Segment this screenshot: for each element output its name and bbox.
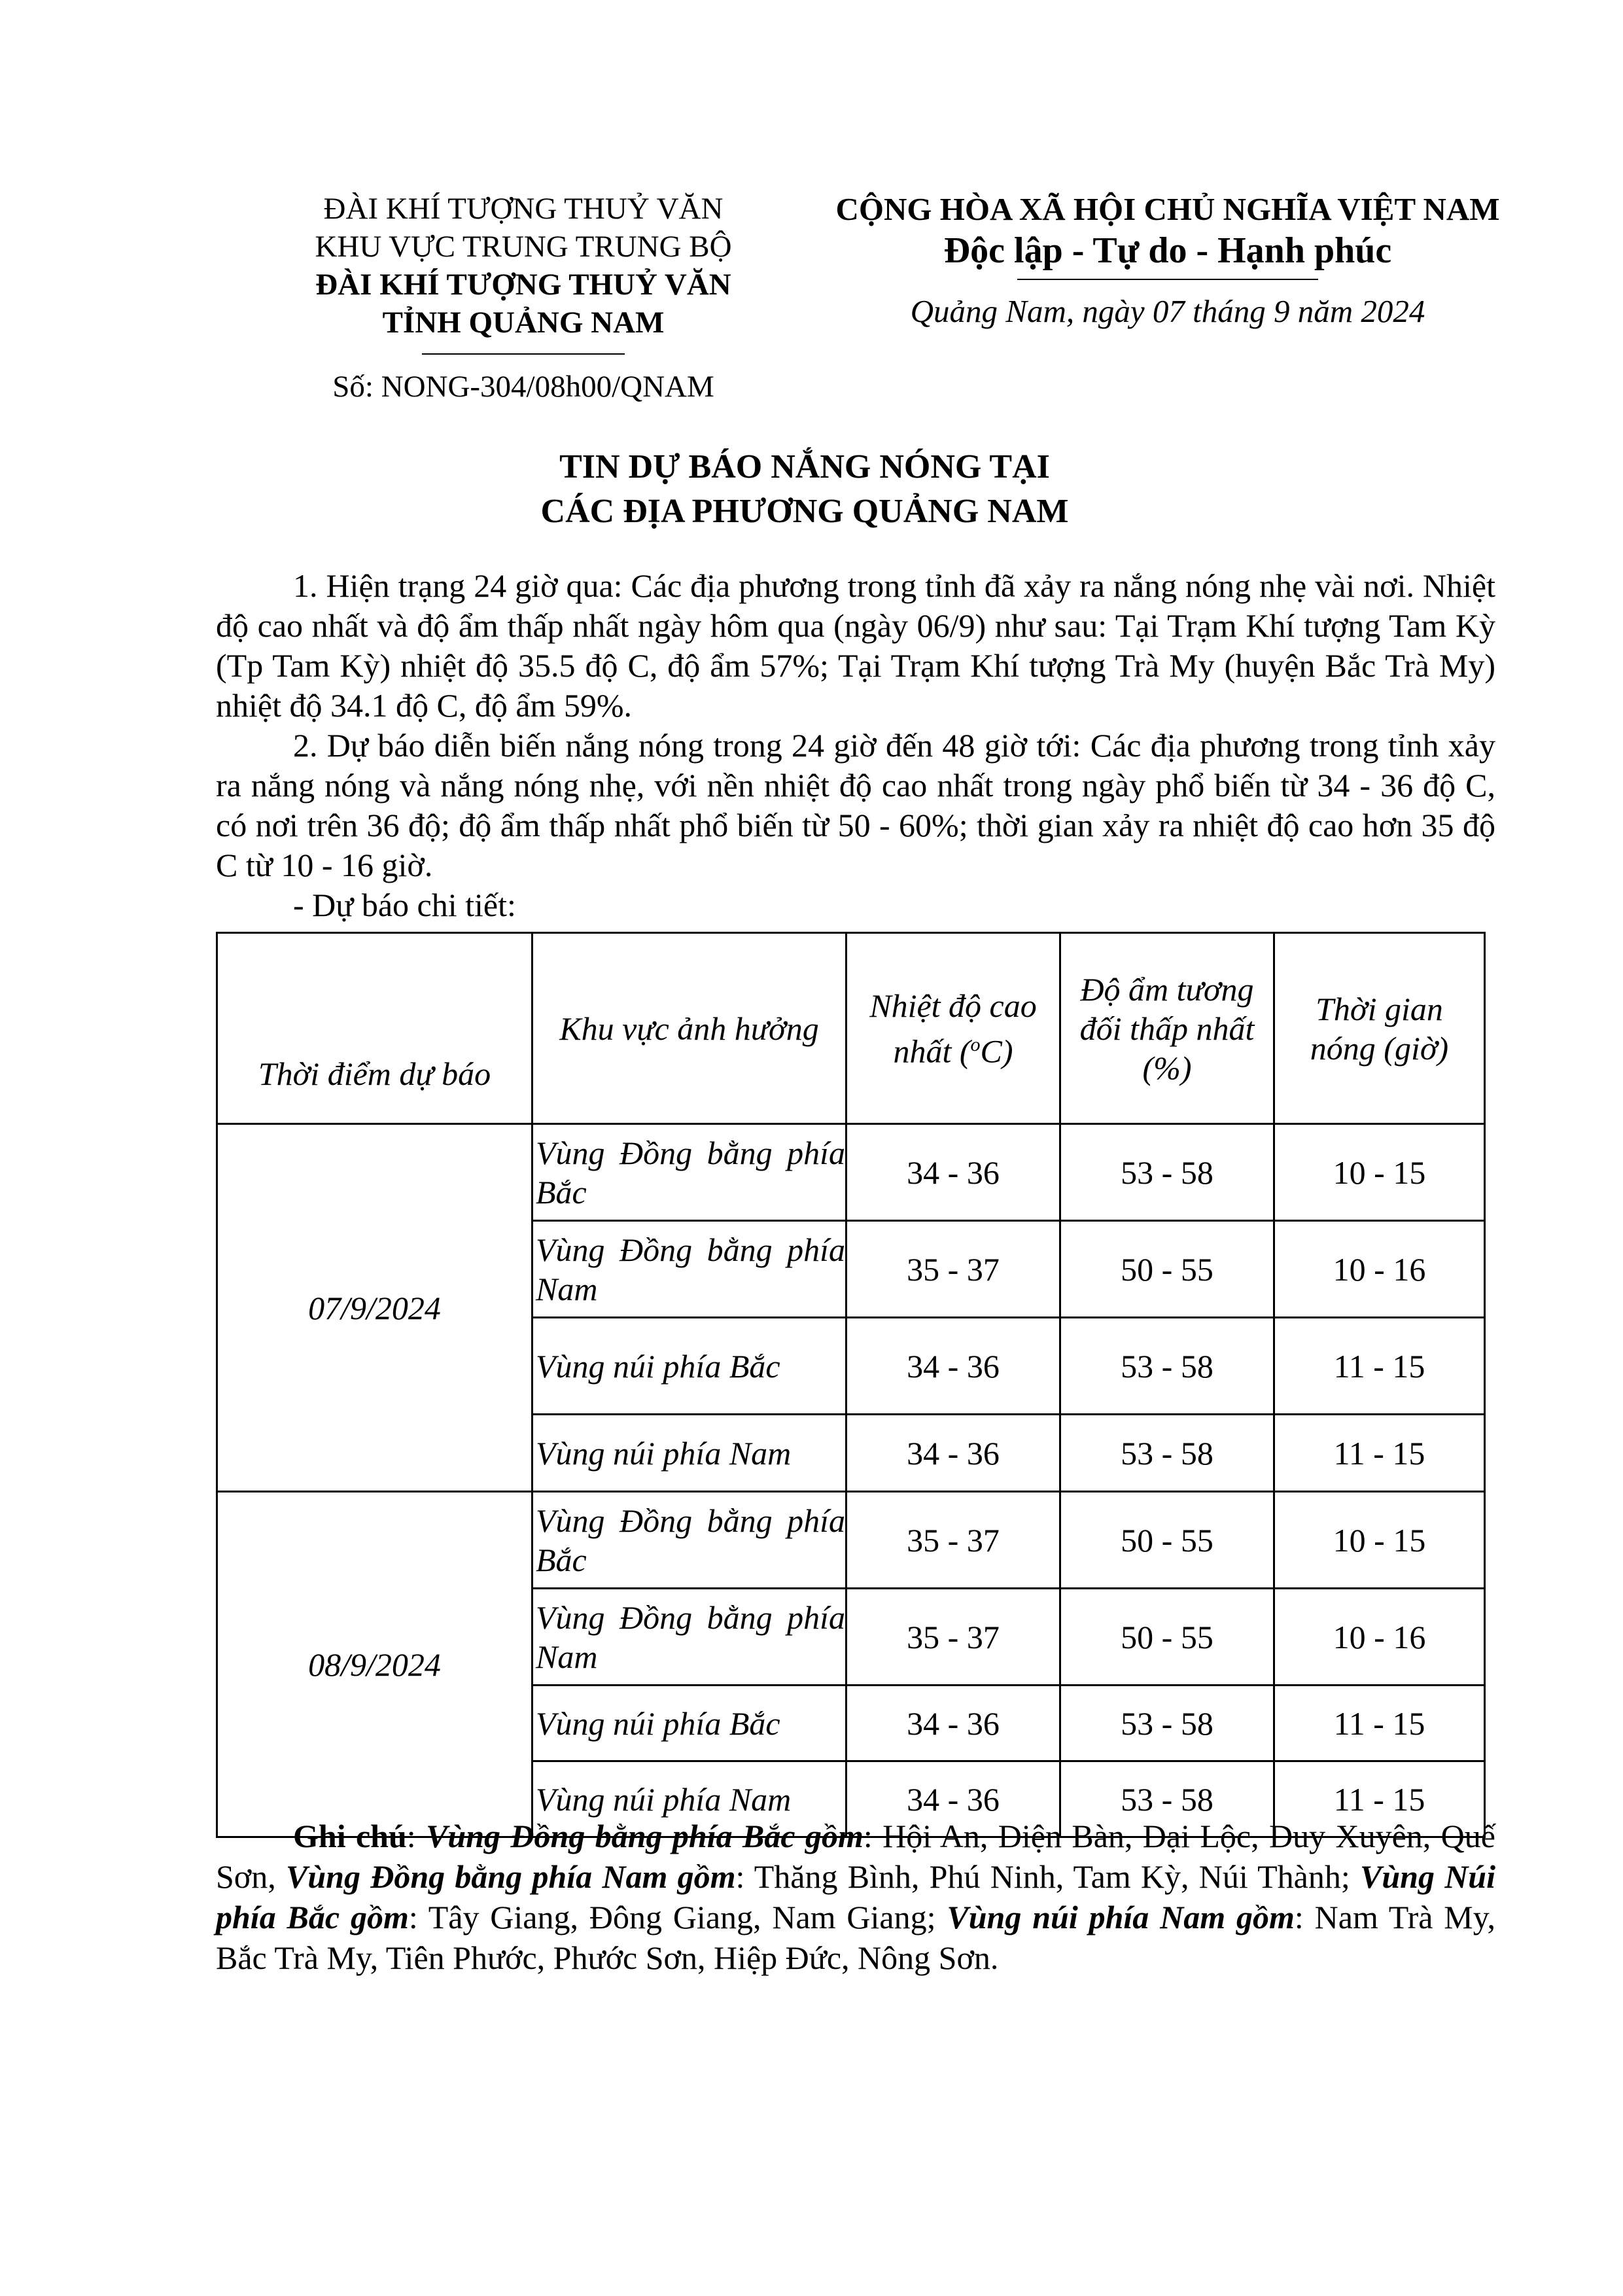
humidity-cell: 50 - 55 [1060,1221,1274,1318]
header-max-temperature: Nhiệt độ cao nhất ($^o$C) [846,933,1060,1124]
temperature-cell: 34 - 36 [846,1686,1060,1761]
temperature-cell: 34 - 36 [846,1761,1060,1837]
note-region-north-mountain: Vùng Núi phía Bắc gồm [216,1858,1495,1935]
table-header-row [217,933,1485,1124]
paragraph-detail-label: - Dự báo chi tiết: [293,887,516,923]
national-motto: Độc lập - Tự do - Hạnh phúc [943,230,1392,271]
document-title [216,445,1393,534]
area-cell: Vùng Đồng bằng phía Bắc [532,1492,846,1589]
duration-cell: 11 - 15 [1274,1761,1485,1837]
duration-cell: 10 - 15 [1274,1124,1485,1221]
area-cell: Vùng Đồng bằng phía Bắc [532,1124,846,1221]
forecast-date: 08/9/2024 [217,1492,532,1837]
humidity-cell: 53 - 58 [1060,1686,1274,1761]
forecast-table [216,932,1486,1838]
duration-cell: 10 - 16 [1274,1221,1485,1318]
note-paragraph: Ghi chú: Vùng Đồng bằng phía Bắc gồm: Hội An, Điện Bàn, Đại Lộc, Duy Xuyên, Quế Sơn, Vùng Đồng bằng phía Nam gồm: Thăng Bình, Phú Ninh, Tam Kỳ, Núi Thành; Vùng Núi phía Bắc gồm: Tây Giang, Đông Giang, Nam Giang; Vùng núi phía Nam gồm: Nam Trà My, Bắc Trà My, Tiên Phước, Phước Sơn, Hiệp Đức, Nông Sơn. [216,1818,1495,1976]
forecast-date: 07/9/2024 [217,1124,532,1492]
humidity-cell: 50 - 55 [1060,1589,1274,1686]
agency-line-2: KHU VỰC TRUNG TRUNG BỘ [315,230,732,264]
note-region-south-mountain: Vùng núi phía Nam gồm [947,1899,1295,1935]
title-line-2: CÁC ĐỊA PHƯƠNG QUẢNG NAM [540,493,1069,530]
note-region-south-plain: Vùng Đồng bằng phía Nam gồm [286,1858,736,1895]
issuing-agency-block [262,190,785,406]
agency-divider [422,353,625,355]
area-cell: Vùng Đồng bằng phía Nam [532,1221,846,1318]
area-cell: Vùng núi phía Nam [532,1761,846,1837]
header-min-humidity: Độ ẩm tương đối thấp nhất (%) [1060,933,1274,1124]
humidity-cell: 53 - 58 [1060,1415,1274,1492]
humidity-cell: 53 - 58 [1060,1318,1274,1415]
area-cell: Vùng Đồng bằng phía Nam [532,1589,846,1686]
temperature-cell: 35 - 37 [846,1589,1060,1686]
header-hot-duration: Thời gian nóng (giờ) [1274,933,1485,1124]
header-forecast-time: Thời điểm dự báo [217,933,532,1124]
area-cell: Vùng núi phía Bắc [532,1318,846,1415]
motto-divider [1017,279,1318,280]
national-header-block [805,190,1531,331]
header-affected-area: Khu vực ảnh hưởng [532,933,846,1124]
temperature-cell: 34 - 36 [846,1124,1060,1221]
temperature-cell: 34 - 36 [846,1318,1060,1415]
temperature-cell: 34 - 36 [846,1415,1060,1492]
humidity-cell: 53 - 58 [1060,1124,1274,1221]
duration-cell: 11 - 15 [1274,1318,1485,1415]
duration-cell: 10 - 15 [1274,1492,1485,1589]
agency-line-4: TỈNH QUẢNG NAM [382,306,665,340]
area-cell: Vùng núi phía Nam [532,1415,846,1492]
area-cell: Vùng núi phía Bắc [532,1686,846,1761]
nation-name: CỘNG HÒA XÃ HỘI CHỦ NGHĨA VIỆT NAM [835,191,1500,227]
paragraph-forecast: 2. Dự báo diễn biến nắng nóng trong 24 giờ đến 48 giờ tới: Các địa phương trong tỉnh xảy ra nắng nóng và nắng nóng nhẹ, với nền nhiệt độ cao nhất trong ngày phổ biến từ 34 - 36 độ C, có nơi trên 36 độ; độ ẩm thấp nhất phổ biến từ 50 - 60%; thời gian xảy ra nhiệt độ cao hơn 35 độ C từ 10 - 16 giờ. [216,727,1495,883]
duration-cell: 11 - 15 [1274,1686,1485,1761]
table-row [217,1492,1485,1589]
title-line-1: TIN DỰ BÁO NẮNG NÓNG TẠI [559,448,1050,486]
place-date-line: Quảng Nam, ngày 07 tháng 9 năm 2024 [910,293,1425,329]
document-body [216,566,1495,925]
humidity-cell: 50 - 55 [1060,1492,1274,1589]
document-number: Số: NONG-304/08h00/QNAM [332,370,714,404]
note-region-north-plain: Vùng Đồng bằng phía Bắc gồm [426,1818,864,1854]
duration-cell: 11 - 15 [1274,1415,1485,1492]
agency-line-1: ĐÀI KHÍ TƯỢNG THUỶ VĂN [323,192,724,226]
note-label: Ghi chú [293,1818,407,1854]
paragraph-current-status: 1. Hiện trạng 24 giờ qua: Các địa phương trong tỉnh đã xảy ra nắng nóng nhẹ vài nơi. Nhiệt độ cao nhất và độ ẩm thấp nhất ngày hôm qua (ngày 06/9) như sau: Tại Trạm Khí tượng Tam Kỳ (Tp Tam Kỳ) nhiệt độ 35.5 độ C, độ ẩm 57%; Tại Trạm Khí tượng Trà My (huyện Bắc Trà My) nhiệt độ 34.1 độ C, độ ẩm 59%. [216,567,1495,724]
temperature-cell: 35 - 37 [846,1221,1060,1318]
humidity-cell: 53 - 58 [1060,1761,1274,1837]
agency-line-3: ĐÀI KHÍ TƯỢNG THUỶ VĂN [315,268,731,302]
duration-cell: 10 - 16 [1274,1589,1485,1686]
temperature-cell: 35 - 37 [846,1492,1060,1589]
table-row [217,1124,1485,1221]
